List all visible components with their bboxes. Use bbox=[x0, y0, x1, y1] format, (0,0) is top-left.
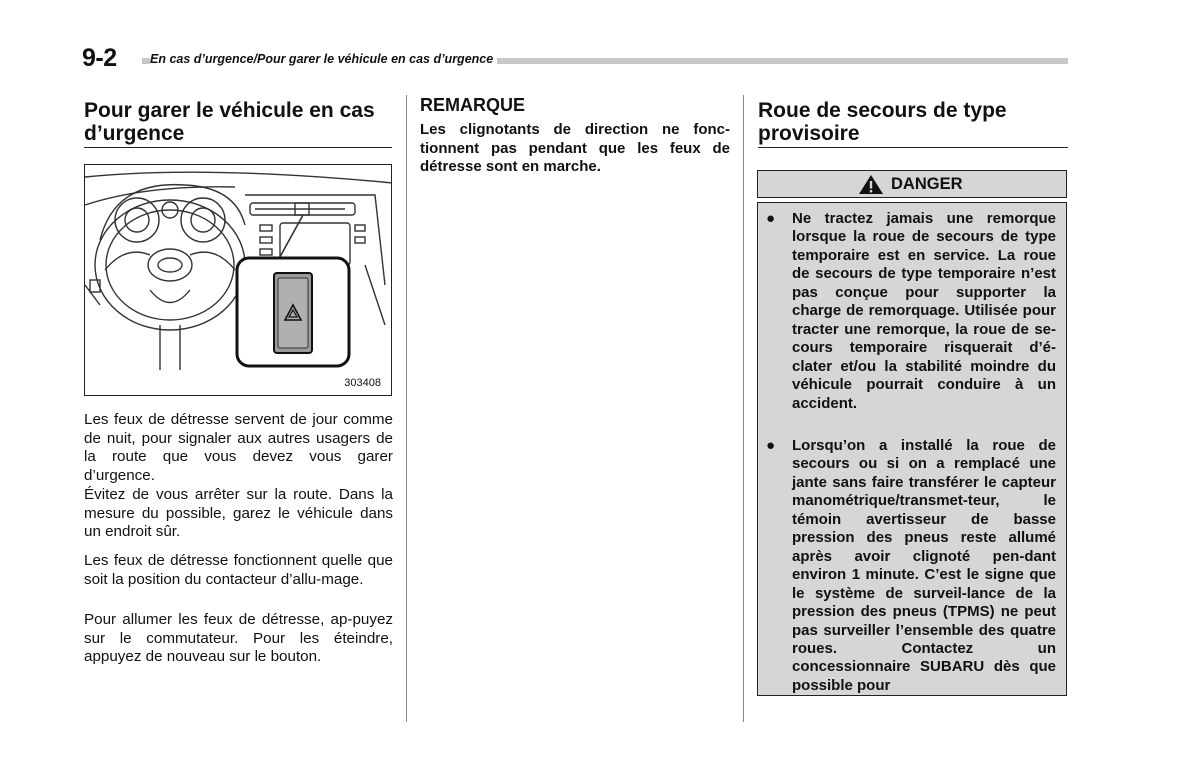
column-divider bbox=[406, 95, 407, 722]
paragraph-switch-operation: Pour allumer les feux de détresse, ap-puyez sur le commutateur. Pour les éteindre, appuyez de nouveau sur le bouton. bbox=[84, 611, 393, 666]
bullet-icon: ● bbox=[766, 437, 776, 454]
warning-triangle-icon bbox=[858, 174, 884, 195]
danger-item bbox=[766, 210, 1056, 413]
dashboard-drawing bbox=[85, 165, 392, 396]
danger-item-text: Ne tractez jamais une remorque lorsque la roue de secours de type temporaire est en service. La roue de secours de type temporaire n’est pas conçue pour supporter la charge de remorquage. Utilisée pour tracter une remorque, la roue de se-cours temporaire risquerait d’é-clater et/ou la stabilité moindre du véhicule pourrait conduire à un accident. bbox=[792, 210, 1056, 412]
running-title: En cas d’urgence/Pour garer le véhicule en cas d’urgence bbox=[150, 52, 497, 66]
section-rule bbox=[84, 147, 392, 148]
title-line: d’urgence bbox=[84, 122, 185, 145]
section-rule bbox=[758, 147, 1068, 148]
paragraph-hazard-purpose: Les feux de détresse servent de jour comme de nuit, pour signaler aux autres usagers de la route que vous devez vous garer d’urgence. bbox=[84, 411, 393, 485]
page-number: 9-2 bbox=[82, 44, 117, 72]
column-divider bbox=[743, 95, 744, 722]
danger-box bbox=[757, 202, 1067, 696]
title-line: Pour garer le véhicule en cas bbox=[84, 99, 375, 122]
hazard-switch-illustration bbox=[84, 164, 392, 396]
section-title-parking bbox=[84, 99, 404, 145]
paragraph-park-safely: Évitez de vous arrêter sur la route. Dans la mesure du possible, garez le véhicule dans un endroit sûr. bbox=[84, 486, 393, 541]
remark-text: Les clignotants de direction ne fonc-tionnent pas pendant que les feux de détresse sont en marche. bbox=[420, 121, 730, 175]
danger-item bbox=[766, 437, 1056, 695]
paragraph-ignition: Les feux de détresse fonctionnent quelle que soit la position du contacteur d’allu-mage. bbox=[84, 552, 393, 588]
title-line: Roue de secours de type bbox=[758, 99, 1007, 122]
danger-item-text: Lorsqu’on a installé la roue de secours ou si on a remplacé une jante sans faire transférer le capteur manométrique/transmet-teur, le témoin avertisseur de basse pression des pneus reste allumé après avoir clignoté pen-dant environ 1 minute. C’est le signe que le système de surveil-lance de la pression des pneus (TPMS) ne peut pas surveiller l’ensemble des quatre roues. Contactez un concessionnaire SUBARU dès que possible pour bbox=[792, 437, 1056, 694]
running-header bbox=[82, 44, 1068, 72]
section-title-spare-tire bbox=[758, 99, 1068, 145]
bullet-icon: ● bbox=[766, 210, 776, 227]
figure-code: 303408 bbox=[344, 377, 381, 389]
danger-label: DANGER bbox=[891, 175, 963, 193]
title-line: provisoire bbox=[758, 122, 860, 145]
remark-title: REMARQUE bbox=[420, 95, 526, 115]
danger-header bbox=[757, 170, 1067, 198]
